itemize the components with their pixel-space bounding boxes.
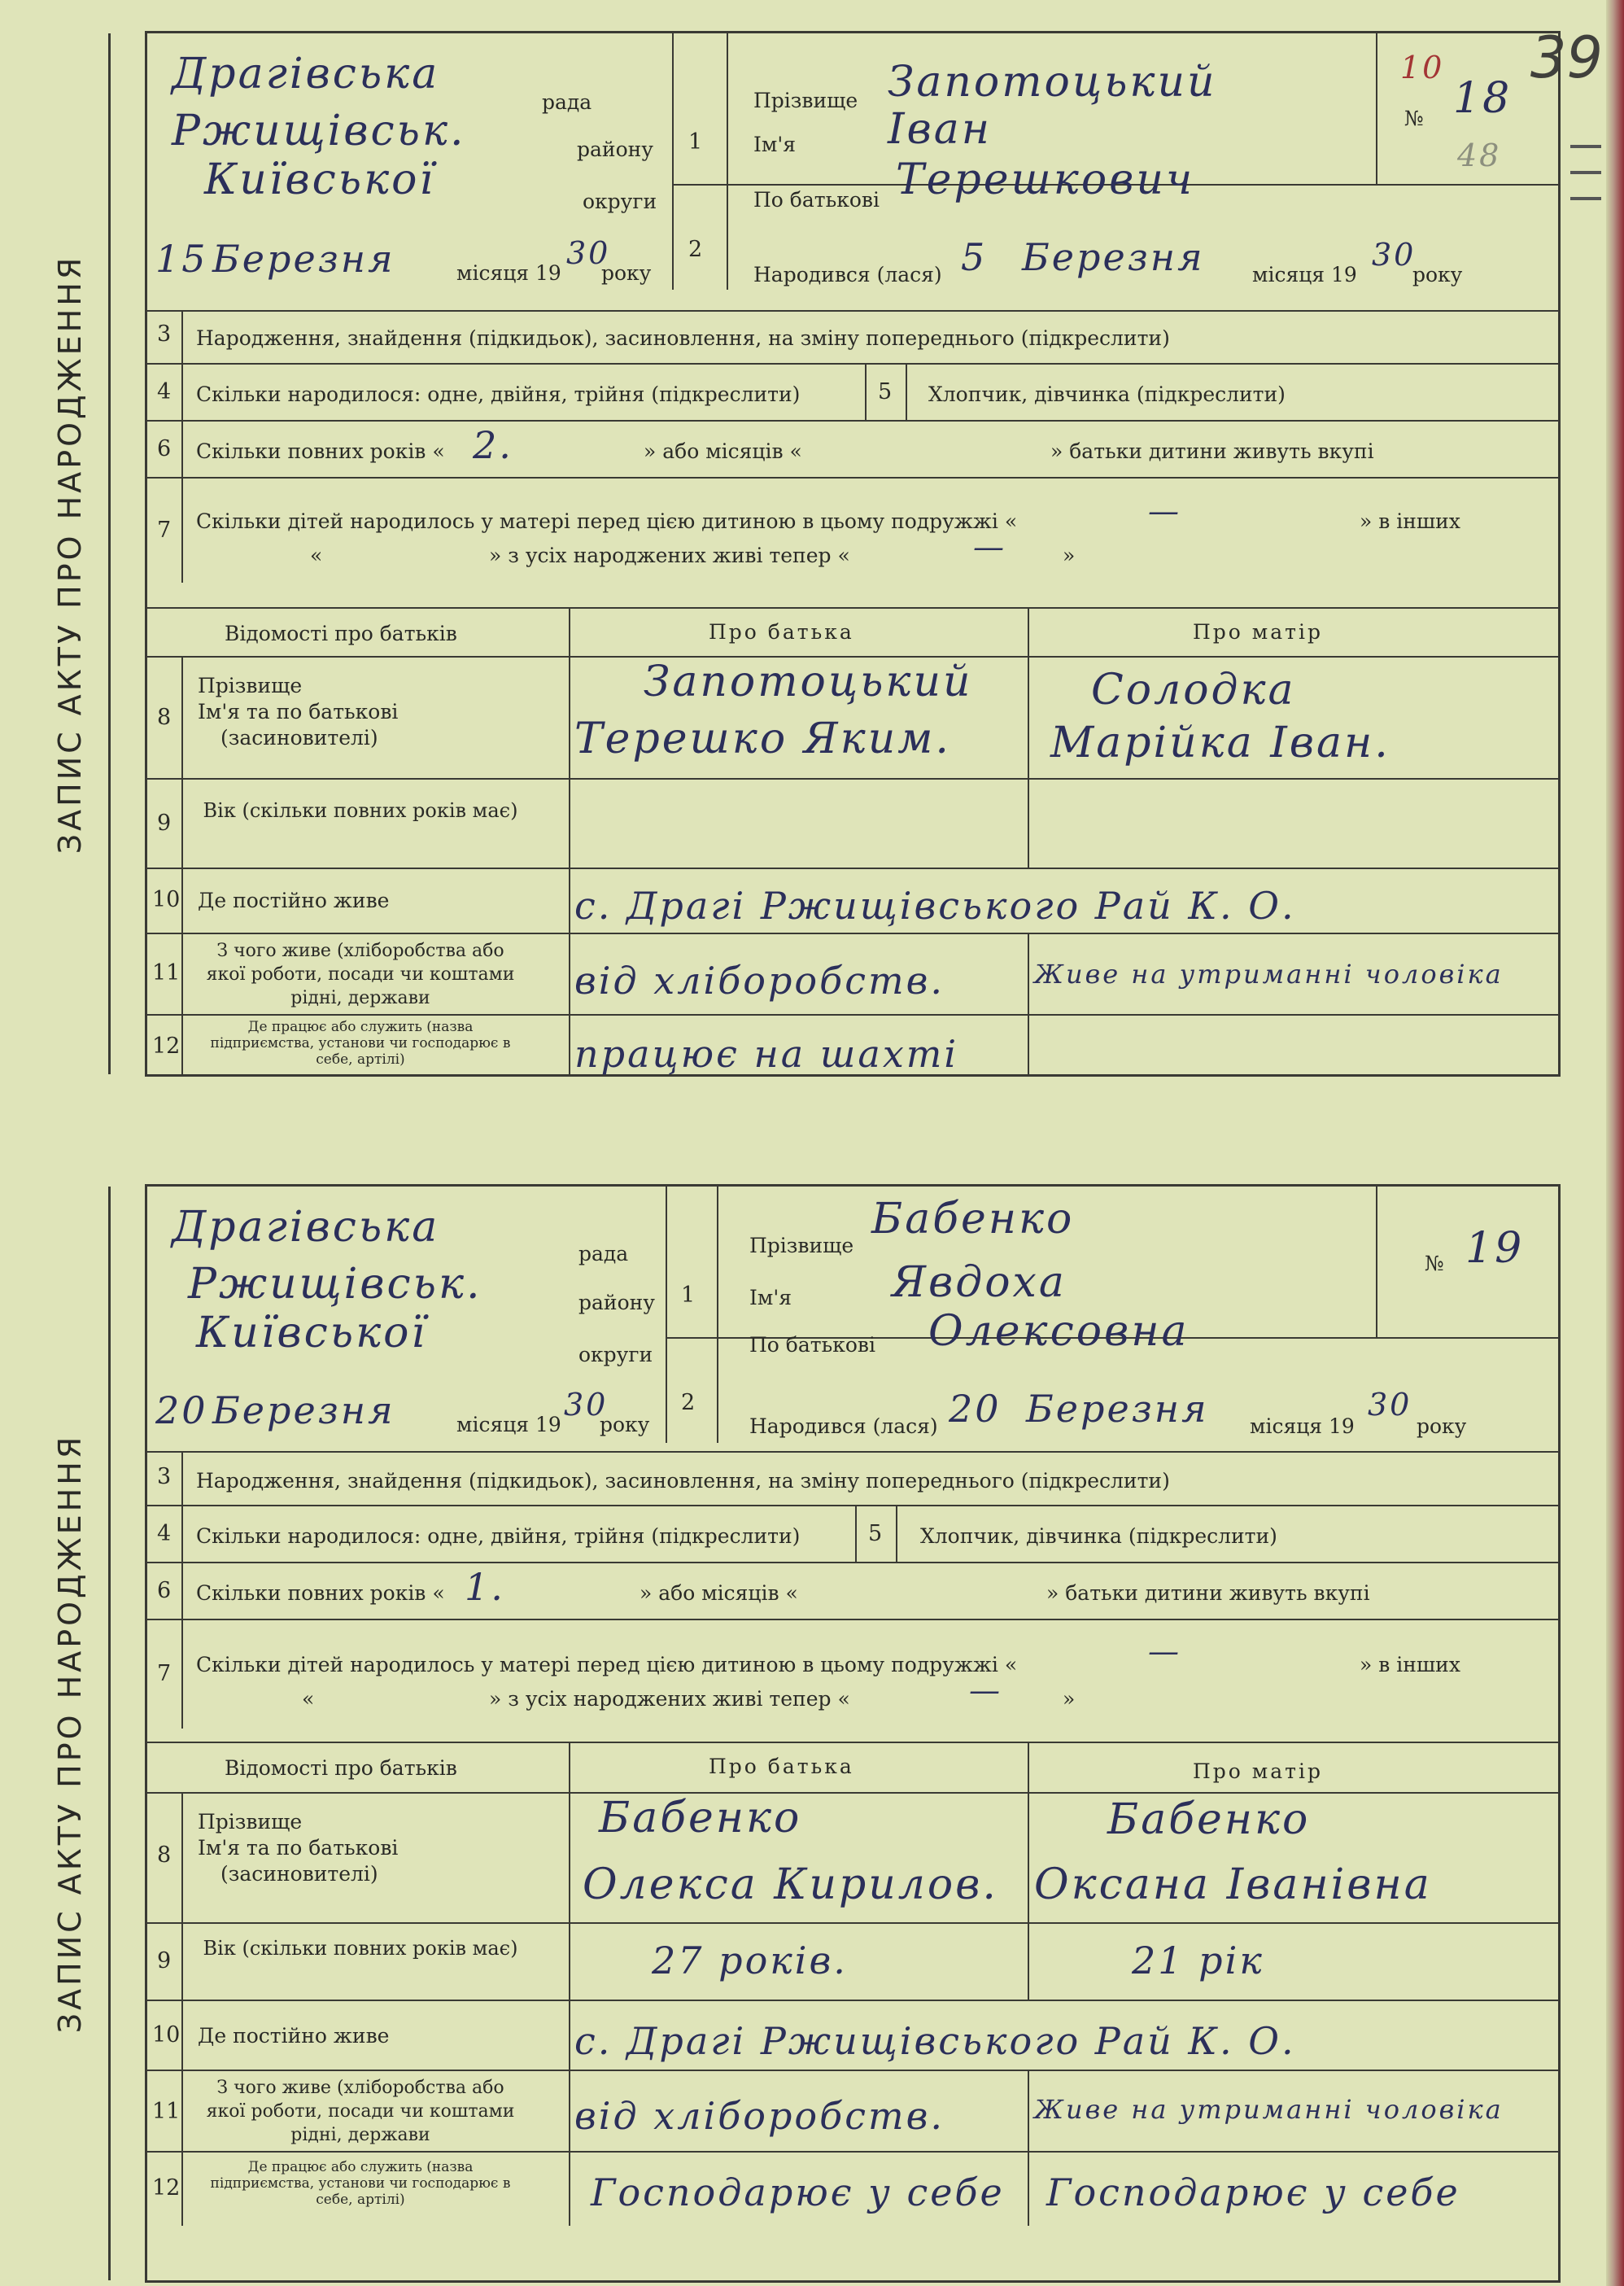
reg-day: 15 <box>155 237 208 281</box>
rayon-value: Ржищівськ. <box>188 1260 482 1309</box>
row-8: 8 Прізвище Ім'я та по батькові (засиновителі) Запотоцький Терешко Яким. Солодка Марійка Іван. <box>147 656 1558 778</box>
row-9: 9 Вік (скільки повних років має) 27 років. 21 рік <box>147 1922 1558 2000</box>
birth-month: Березня <box>1026 1387 1209 1431</box>
children-living: — <box>969 1672 1002 1708</box>
row5-text: Хлопчик, дівчинка (підкреслити) <box>928 382 1286 406</box>
side-border <box>108 33 111 1074</box>
pencil-note: 48 <box>1457 138 1502 173</box>
surname-label: Прізвище <box>749 1234 854 1257</box>
row-10: 10 Де постійно живе с. Драгі Ржищівського Рай К. О. <box>147 2000 1558 2070</box>
patronymic-label: По батькові <box>753 188 880 212</box>
mother-name: Оксана Іванівна <box>1034 1860 1432 1909</box>
birth-year: 30 <box>1372 237 1417 273</box>
row-7: 7 Скільки дітей народилось у матері перед цією дитиною в цьому подружжі « — » в інших « » з усіх народжених живі тепер « — » <box>147 1619 1558 1729</box>
mother-work: Господарює у себе <box>1046 2170 1460 2214</box>
row-3: 3 Народження, знайдення (підкидьок), засиновлення, на зміну попереднього (підкреслити) <box>147 310 1558 363</box>
reg-misyatsya: місяця 19 <box>456 261 561 285</box>
margin-mark <box>1570 171 1601 174</box>
side-title: ЗАПИС АКТУ ПРО НАРОДЖЕННЯ <box>52 1433 89 2034</box>
side-border <box>108 1187 111 2280</box>
father-surname: Бабенко <box>599 1794 802 1842</box>
header-block: Драгівська рада Ржищівськ. району Київської округи 20 Березня місяця 19 30 року 1 2 Прізвище Бабенко Ім'я Явдоха По батькові Олексовна № 19 Народився (лася) 20 Березня місяця 19 30 року <box>147 1187 1558 1443</box>
record-number: 19 <box>1465 1224 1525 1273</box>
mother-income: Живе на утриманні чоловіка <box>1034 2094 1504 2125</box>
okruga-label: округи <box>583 190 657 213</box>
mother-income: Живе на утриманні чоловіка <box>1034 959 1504 990</box>
okruga-value: Київської <box>196 1309 428 1357</box>
father-income: від хліборобств. <box>574 2094 945 2138</box>
child-surname: Запотоцький <box>888 58 1217 107</box>
number-correction: 10 <box>1400 50 1445 85</box>
birth-year: 30 <box>1368 1387 1412 1423</box>
rada-value: Драгівська <box>172 50 440 98</box>
child-name: Іван <box>888 105 993 154</box>
row-10: 10 Де постійно живе с. Драгі Ржищівського Рай К. О. <box>147 868 1558 933</box>
row4-text: Скільки народилося: одне, двійня, трійня (підкреслити) <box>196 1524 801 1548</box>
rayon-value: Ржищівськ. <box>172 107 466 155</box>
rada-value: Драгівська <box>172 1203 440 1252</box>
row-8: 8 Прізвище Ім'я та по батькові (засиновителі) Бабенко Олекса Кирилов. Бабенко Оксана Іванівна <box>147 1792 1558 1922</box>
birth-label: Народився (лася) <box>753 263 942 286</box>
page-edge <box>1606 0 1624 2286</box>
no-label: № <box>1404 107 1424 130</box>
margin-mark <box>1570 145 1601 148</box>
children-this-marriage: — <box>1148 493 1181 529</box>
residence: с. Драгі Ржищівського Рай К. О. <box>574 2019 1296 2063</box>
birth-record-19 <box>52 1184 1561 2283</box>
father-age: 27 років. <box>652 1939 848 1982</box>
reg-month: Березня <box>212 1388 395 1432</box>
no-label: № <box>1425 1252 1444 1275</box>
years-together: 2. <box>473 423 513 467</box>
parents-header: Відомості про батьків Про батька Про матір <box>147 1742 1558 1792</box>
row-7: 7 Скільки дітей народилось у матері перед цією дитиною в цьому подружжі « — » в інших « » з усіх народжених живі тепер « — » <box>147 477 1558 583</box>
rayon-label: району <box>577 138 653 161</box>
reg-roku: року <box>600 1413 650 1436</box>
reg-year: 30 <box>566 235 611 271</box>
child-patronymic: Терешкович <box>896 155 1195 204</box>
birth-label: Народився (лася) <box>749 1414 938 1438</box>
reg-misyatsya: місяця 19 <box>456 1413 561 1436</box>
residence: с. Драгі Ржищівського Рай К. О. <box>574 884 1296 928</box>
father-name: Терешко Яким. <box>574 715 951 763</box>
side-title: ЗАПИС АКТУ ПРО НАРОДЖЕННЯ <box>52 254 89 854</box>
row-11: 11 З чого живе (хліборобства або якої роботи, посади чи коштами рідні, держави від хліборобств. Живе на утриманні чоловіка <box>147 2070 1558 2151</box>
father-surname: Запотоцький <box>644 658 973 706</box>
children-this-marriage: — <box>1148 1633 1181 1669</box>
row3-text: Народження, знайдення (підкидьок), засиновлення, на зміну попереднього (підкреслити) <box>196 1469 1170 1493</box>
row4-text: Скільки народилося: одне, двійня, трійня (підкреслити) <box>196 382 801 406</box>
row-4: 4 Скільки народилося: одне, двійня, трійня (підкреслити) 5 Хлопчик, дівчинка (підкреслити) <box>147 1505 1558 1562</box>
row-11: 11 З чого живе (хліборобства або якої роботи, посади чи коштами рідні, держави від хліборобств. Живе на утриманні чоловіка <box>147 933 1558 1014</box>
row-12: 12 Де працює або служить (назва підприємства, установи чи господарює в себе, артілі) Господарює у себе Господарює у себе <box>147 2151 1558 2281</box>
surname-label: Прізвище <box>753 89 858 112</box>
rayon-label: району <box>578 1291 655 1314</box>
row-3: 3 Народження, знайдення (підкидьок), засиновлення, на зміну попереднього (підкреслити) <box>147 1451 1558 1505</box>
child-surname: Бабенко <box>871 1195 1075 1244</box>
birth-misyatsya: місяця 19 <box>1252 263 1357 286</box>
sheet-number: 39 <box>1530 24 1603 91</box>
birth-misyatsya: місяця 19 <box>1250 1414 1355 1438</box>
mother-surname: Бабенко <box>1107 1795 1311 1844</box>
margin-mark <box>1570 197 1601 200</box>
father-income: від хліборобств. <box>574 959 945 1003</box>
row3-text: Народження, знайдення (підкидьок), засиновлення, на зміну попереднього (підкреслити) <box>196 326 1170 350</box>
mother-name: Марійка Іван. <box>1050 719 1390 767</box>
reg-day: 20 <box>155 1388 208 1432</box>
okruga-label: округи <box>578 1343 653 1366</box>
father-work: працює на шахті <box>574 1032 959 1076</box>
birth-record-18 <box>52 31 1561 1077</box>
parents-header: Відомості про батьків Про батька Про матір <box>147 607 1558 656</box>
mother-age: 21 рік <box>1132 1939 1264 1982</box>
name-label: Ім'я <box>753 133 796 156</box>
rada-label: рада <box>542 90 592 114</box>
birth-day: 5 <box>961 235 988 279</box>
reg-roku: року <box>601 261 652 285</box>
birth-roku: року <box>1417 1414 1467 1438</box>
row-4: 4 Скільки народилося: одне, двійня, трійня (підкреслити) 5 Хлопчик, дівчинка (підкреслити) <box>147 363 1558 420</box>
row5-text: Хлопчик, дівчинка (підкреслити) <box>920 1524 1277 1548</box>
mother-surname: Солодка <box>1091 666 1296 715</box>
reg-month: Березня <box>212 237 395 281</box>
header-block: Драгівська рада Ржищівськ. району Київської округи 15 Березня місяця 19 30 року 1 2 Прізвище Запотоцький Ім'я Іван По батькові Терешкович № 10 18 48 Народився (лася) 5 Березня місяця 19 30 року <box>147 33 1558 290</box>
children-living: — <box>973 529 1006 565</box>
name-label: Ім'я <box>749 1286 792 1309</box>
rada-label: рада <box>578 1242 629 1265</box>
row-9: 9 Вік (скільки повних років має) <box>147 778 1558 868</box>
years-together: 1. <box>465 1565 505 1609</box>
reg-year: 30 <box>564 1387 609 1423</box>
child-name: Явдоха <box>892 1258 1067 1307</box>
patronymic-label: По батькові <box>749 1333 875 1357</box>
father-name: Олекса Кирилов. <box>583 1860 998 1909</box>
birth-day: 20 <box>949 1387 1002 1431</box>
record-number: 18 <box>1453 74 1513 123</box>
row-6: 6 Скільки повних років « 2. » або місяців « » батьки дитини живуть вкупі <box>147 420 1558 477</box>
birth-month: Березня <box>1022 235 1205 279</box>
okruga-value: Київської <box>204 155 436 204</box>
father-work: Господарює у себе <box>591 2170 1005 2214</box>
birth-roku: року <box>1412 263 1463 286</box>
row-12: 12 Де працює або служить (назва підприємства, установи чи господарює в себе, артілі) працює на шахті <box>147 1014 1558 1076</box>
row-6: 6 Скільки повних років « 1. » або місяців « » батьки дитини живуть вкупі <box>147 1562 1558 1619</box>
child-patronymic: Олексовна <box>928 1307 1190 1356</box>
